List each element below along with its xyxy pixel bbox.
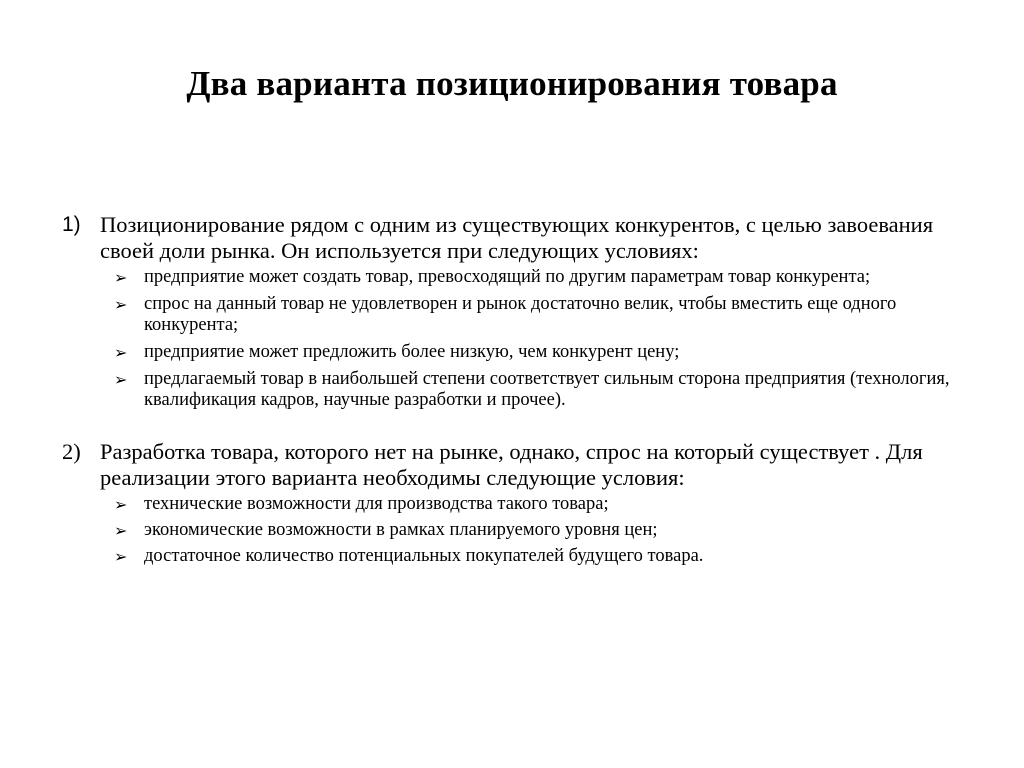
section-2 [62,439,972,567]
section-1-number: 1) [62,213,81,236]
list-item [62,342,972,363]
section-2-bullets [62,494,972,567]
list-item [62,267,972,288]
section-2-lead [62,439,972,491]
list-item-text: предприятие может предложить более низкую, чем конкурент цену; [144,342,680,362]
section-1-lead-text: Позиционирование рядом с одним из существующих конкурентов, с целью завоевания своей доли рынка. Он используется при следующих условиях: [100,212,934,263]
slide-title: Два варианта позиционирования товара [186,64,838,103]
arrowhead-bullet-icon: ➢ [114,521,128,540]
list-item [62,546,972,567]
list-item-text: спрос на данный товар не удовлетворен и рынок достаточно велик, чтобы вместить еще одного конкурента; [144,294,897,335]
section-1-lead [62,212,972,264]
section-2-lead-text: Разработка товара, которого нет на рынке, однако, спрос на который существует . Для реализации этого варианта необходимы следующие условия: [100,439,923,490]
arrowhead-bullet-icon: ➢ [114,495,128,514]
list-item [62,494,972,515]
list-item-text: технические возможности для производства такого товара; [144,494,609,514]
list-item-text: предприятие может создать товар, превосходящий по другим параметрам товар конкурента; [144,267,871,287]
section-2-number: 2) [62,439,81,464]
list-item-text: экономические возможности в рамках планируемого уровня цен; [144,520,658,540]
list-item [62,520,972,541]
list-item-text: предлагаемый товар в наибольшей степени соответствует сильным сторона предприятия (технология, квалификация кадров, научные разработки и прочее). [144,369,950,410]
arrowhead-bullet-icon: ➢ [114,268,128,287]
arrowhead-bullet-icon: ➢ [114,295,128,314]
arrowhead-bullet-icon: ➢ [114,547,128,566]
arrowhead-bullet-icon: ➢ [114,343,128,362]
section-1 [62,212,972,411]
list-item [62,294,972,336]
list-item [62,369,972,411]
section-1-bullets [62,267,972,411]
arrowhead-bullet-icon: ➢ [114,370,128,389]
list-item-text: достаточное количество потенциальных покупателей будущего товара. [144,546,704,566]
slide-content [62,212,972,572]
